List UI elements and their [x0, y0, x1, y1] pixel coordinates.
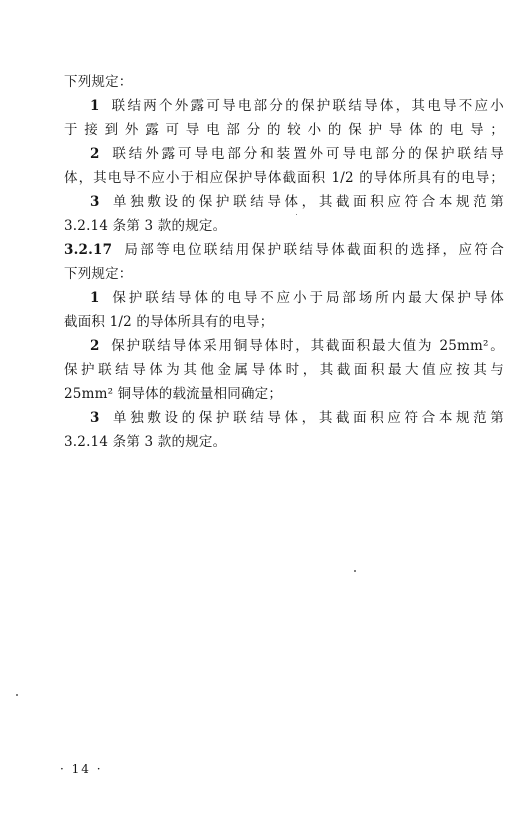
section-text: 局部等电位联结用保护联结导体截面积的选择，应符合	[122, 242, 504, 258]
clause-item	[90, 192, 504, 212]
clause-number: 1	[90, 98, 100, 114]
clause-item	[90, 336, 504, 356]
clause-text: 保护联结导体采用铜导体时，其截面积最大值为 25mm²。	[109, 338, 504, 354]
clause-item	[90, 408, 504, 428]
clause-text: 联结外露可导电部分和装置外可导电部分的保护联结导	[109, 146, 504, 162]
clause-number: 3	[90, 194, 100, 210]
text-line: 于接到外露可导电部分的较小的保护导体的电导；	[64, 122, 504, 138]
clause-item	[90, 96, 504, 116]
section-heading-line	[64, 240, 504, 260]
scan-speck	[16, 694, 18, 696]
text-line: 体，其电导不应小于相应保护导体截面积 1/2 的导体所具有的电导；	[64, 170, 504, 186]
page-number: · 14 ·	[60, 762, 103, 776]
clause-text: 保护联结导体的电导不应小于局部场所内最大保护导体	[109, 290, 504, 306]
clause-item	[90, 288, 504, 308]
clause-number: 2	[90, 146, 100, 162]
clause-number: 3	[90, 410, 100, 426]
clause-number: 1	[90, 290, 100, 306]
text-line: 3.2.14 条第 3 款的规定。	[64, 434, 227, 450]
text-line: 25mm² 铜导体的载流量相同确定；	[64, 386, 283, 402]
clause-item	[90, 144, 504, 164]
text-line: 3.2.14 条第 3 款的规定。	[64, 218, 227, 234]
clause-text: 单独敷设的保护联结导体，其截面积应符合本规范第	[109, 194, 504, 210]
clause-number: 2	[90, 338, 100, 354]
clause-text: 联结两个外露可导电部分的保护联结导体，其电导不应小	[109, 98, 504, 114]
clause-text: 单独敷设的保护联结导体，其截面积应符合本规范第	[109, 410, 504, 426]
text-line: 下列规定：	[64, 74, 133, 90]
text-line: 下列规定：	[64, 266, 133, 282]
scan-speck	[296, 214, 297, 215]
scan-speck	[354, 570, 356, 572]
text-line: 保护联结导体为其他金属导体时，其截面积最大值应按其与	[64, 362, 504, 378]
text-line: 截面积 1/2 的导体所具有的电导；	[64, 314, 274, 330]
section-number: 3.2.17	[64, 242, 113, 258]
